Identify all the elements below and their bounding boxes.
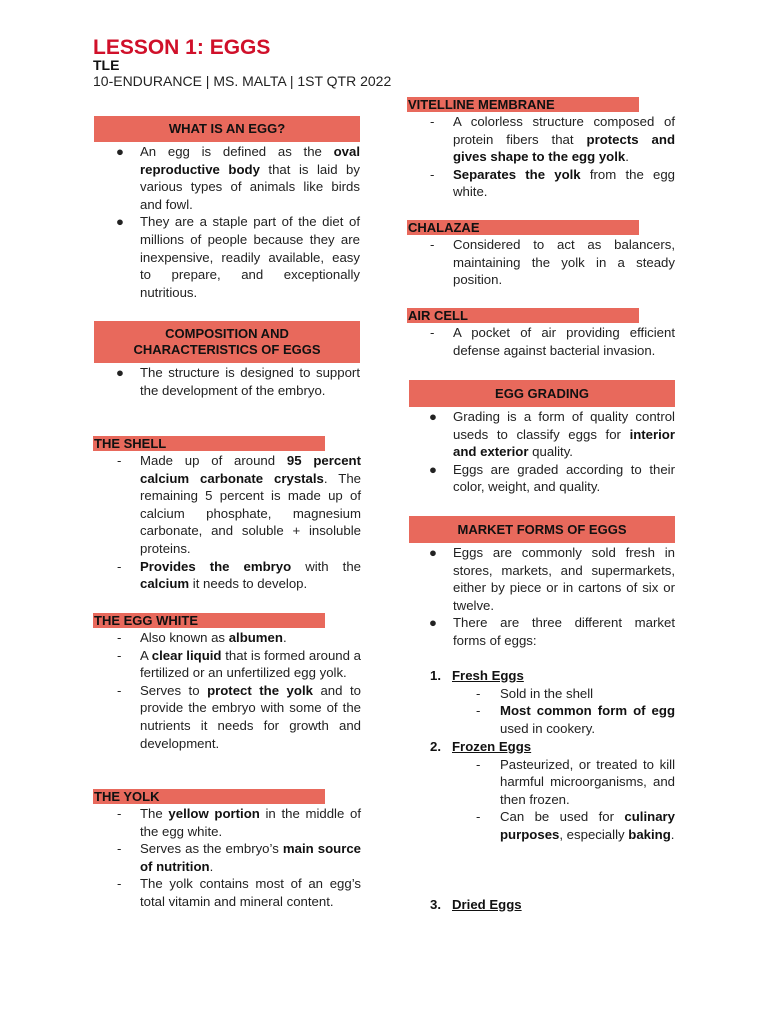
- dried-eggs-item: [430, 896, 675, 914]
- list-item: - A pocket of air providing efficient defense against bacterial invasion.: [430, 325, 675, 358]
- dried-eggs-heading: 3. Dried Eggs: [430, 897, 522, 912]
- list-item: - Made up of around 95 percent calcium carbonate crystals. The remaining 5 percent is made up of calcium phosphate, magnesium carbonate, and soluble + insoluble proteins.: [117, 453, 361, 556]
- list-item: - The yellow portion in the middle of the egg white.: [117, 806, 361, 839]
- section-header-yolk: THE YOLK: [93, 789, 325, 804]
- list-item: - Pasteurized, or treated to kill harmful microorganisms, and then frozen.: [476, 756, 675, 807]
- list-item: - Sold in the shell: [476, 685, 594, 701]
- vitelline-list: [407, 113, 675, 201]
- list-item: ● Eggs are commonly sold fresh in stores, markets, and supermarkets, either by piece or in cartons of six or twelve.: [429, 545, 675, 613]
- fresh-eggs-item: [430, 667, 675, 737]
- what-is-list: [94, 143, 360, 301]
- section-header-vitelline: VITELLINE MEMBRANE: [407, 97, 639, 112]
- frozen-eggs-item: [430, 738, 675, 844]
- list-item: - Provides the embryo with the calcium it needs to develop.: [117, 558, 361, 592]
- fresh-eggs-heading: 1. Fresh Eggs: [430, 668, 524, 683]
- class-meta: 10-ENDURANCE | MS. MALTA | 1ST QTR 2022: [93, 73, 392, 89]
- left-column: [94, 116, 360, 400]
- fresh-eggs-list: [430, 685, 675, 738]
- list-item: ● Grading is a form of quality control useds to classify eggs for interior and exterior quality.: [429, 409, 675, 460]
- chalazae-section: [407, 220, 675, 289]
- subject-label: TLE: [93, 57, 120, 73]
- market-forms-list: [409, 544, 675, 650]
- list-item: - Serves to protect the yolk and to provide the embryo with some of the nutrients it needs for growth and development.: [117, 682, 361, 751]
- composition-list: [94, 364, 360, 399]
- list-item: - A colorless structure composed of protein fibers that protects and gives shape to the egg yolk.: [430, 114, 675, 165]
- frozen-eggs-heading: 2. Frozen Eggs: [430, 739, 532, 754]
- section-header-chalazae: CHALAZAE: [407, 220, 639, 235]
- page-title: LESSON 1: EGGS: [93, 36, 271, 59]
- shell-list: [93, 452, 361, 593]
- list-item: - Also known as albumen.: [117, 630, 287, 645]
- section-header-egg-white: THE EGG WHITE: [93, 613, 325, 628]
- yolk-section: [93, 789, 361, 911]
- section-header-market-forms: MARKET FORMS OF EGGS: [409, 516, 675, 543]
- section-header-egg-grading: EGG GRADING: [409, 380, 675, 407]
- section-header-composition: COMPOSITION AND CHARACTERISTICS OF EGGS: [94, 321, 360, 363]
- list-item: - Can be used for culinary purposes, especially baking.: [476, 809, 675, 842]
- section-header-shell: THE SHELL: [93, 436, 325, 451]
- list-item: - Most common form of egg used in cookery.: [476, 703, 675, 736]
- air-cell-section: [407, 308, 675, 359]
- egg-white-list: [93, 629, 361, 752]
- frozen-eggs-list: [430, 756, 675, 844]
- egg-grading-section: [409, 380, 675, 496]
- vitelline-section: [407, 97, 675, 201]
- list-item: ● Eggs are graded according to their color, weight, and quality.: [429, 461, 675, 495]
- shell-section: [93, 436, 361, 593]
- list-item: - The yolk contains most of an egg’s total vitamin and mineral content.: [117, 876, 361, 909]
- list-item: ● An egg is defined as the oval reproductive body that is laid by various types of animals like birds and fowl.: [116, 144, 360, 212]
- section-header-what-is-egg: WHAT IS AN EGG?: [94, 116, 360, 142]
- list-item: - A clear liquid that is formed around a fertilized or an unfertilized egg yolk.: [117, 647, 362, 681]
- egg-grading-list: [409, 408, 675, 496]
- list-item: - Serves as the embryo’s main source of nutrition.: [117, 841, 361, 874]
- list-item: - Separates the yolk from the egg white.: [430, 166, 676, 200]
- list-item: - Considered to act as balancers, maintaining the yolk in a steady position.: [430, 237, 675, 288]
- air-cell-list: [407, 324, 675, 359]
- section-header-air-cell: AIR CELL: [407, 308, 639, 323]
- egg-white-section: [93, 613, 361, 752]
- yolk-list: [93, 805, 361, 911]
- list-item: ● They are a staple part of the diet of millions of people because they are inexpensive, readily available, easy to prepare, and exceptionally nutritious.: [116, 214, 360, 300]
- list-item: ● There are three different market forms of eggs:: [429, 615, 675, 648]
- market-forms-section: [409, 516, 675, 650]
- list-item: ● The structure is designed to support the development of the embryo.: [116, 365, 360, 398]
- chalazae-list: [407, 236, 675, 289]
